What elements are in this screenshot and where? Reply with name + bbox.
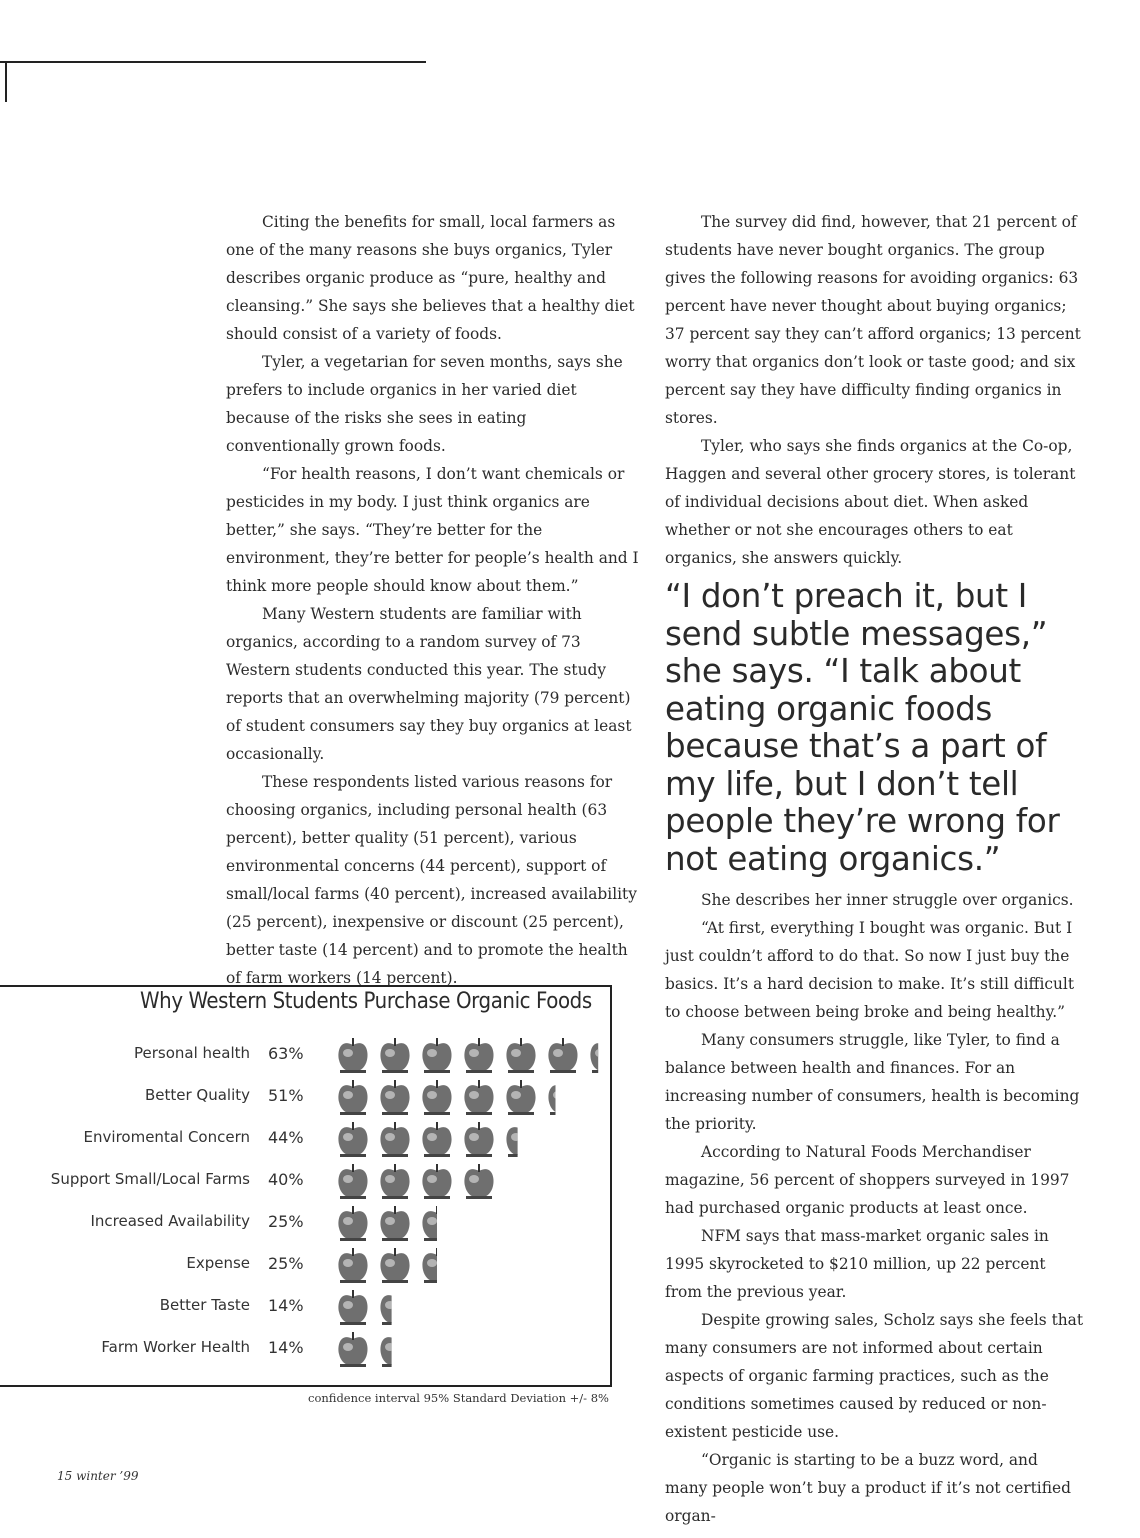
apple-icon — [464, 1038, 493, 1073]
apple-icon — [338, 1206, 367, 1241]
chart-row — [0, 1202, 610, 1244]
apple-icon — [506, 1038, 535, 1073]
chart-row — [0, 1286, 610, 1328]
paragraph: Citing the benefits for small, local farmers as one of the many reasons she buys organics, Tyler describes organic produce as “pure, healthy and cleansing.” She says she believes that a healthy diet should consist of a variety of foods. — [226, 213, 635, 343]
paragraph: NFM says that mass-market organic sales in 1995 skyrocketed to $210 million, up 22 percent from the previous year. — [665, 1227, 1049, 1301]
paragraph: Despite growing sales, Scholz says she feels that many consumers are not informed about certain aspects of organic farming practices, such as the conditions sometimes caused by reduced or non-existent pesticide use. — [665, 1311, 1084, 1441]
page-footer: 15 winter ’99 — [57, 1469, 139, 1483]
apple-icon — [380, 1122, 409, 1157]
apple-icon — [464, 1164, 493, 1199]
paragraph: These respondents listed various reasons for choosing organics, including personal health (63 percent), better quality (51 percent), various environmental concerns (44 percent), support of small/local farms (40 percent), increased availability (25 percent), inexpensive or discount (25 percent), better taste (14 percent) and to promote the health of farm workers (14 percent). — [226, 773, 637, 987]
apple-icon — [548, 1038, 577, 1073]
apple-icon — [422, 1038, 451, 1073]
paragraph: Many Western students are familiar with organics, according to a random survey of 73 Western students conducted this year. The study reports that an overwhelming majority (79 percent) of student consumers say they buy organics at least occasionally. — [226, 605, 632, 763]
chart-row — [0, 1076, 610, 1118]
value-label: 44% — [268, 1128, 304, 1147]
paragraph: “Organic is starting to be a buzz word, and many people won’t buy a product if it’s not certified organ- — [665, 1451, 1071, 1525]
apple-icon — [464, 1122, 493, 1157]
apple-icon — [464, 1080, 493, 1115]
icon-bar — [336, 1202, 606, 1244]
apple-icon — [506, 1122, 535, 1157]
right-column-intro — [665, 208, 1085, 572]
value-label: 40% — [268, 1170, 304, 1189]
apple-icon — [380, 1038, 409, 1073]
apple-icon — [338, 1248, 367, 1283]
paragraph: Tyler, who says she finds organics at the Co-op, Haggen and several other grocery stores, is tolerant of individual decisions about diet. When asked whether or not she encourages others to eat organics, she answers quickly. — [665, 437, 1076, 567]
apple-icon — [338, 1080, 367, 1115]
icon-bar — [336, 1328, 606, 1370]
apple-icon — [338, 1332, 367, 1367]
chart-row — [0, 1244, 610, 1286]
value-label: 25% — [268, 1254, 304, 1273]
icon-bar — [336, 1286, 606, 1328]
category-label: Farm Worker Health — [101, 1338, 250, 1356]
apple-icon — [338, 1122, 367, 1157]
paragraph: According to Natural Foods Merchandiser magazine, 56 percent of shoppers surveyed in 1997 had purchased organic products at least once. — [665, 1143, 1070, 1217]
icon-bar — [336, 1244, 606, 1286]
chart-row — [0, 1160, 610, 1202]
right-column-body — [665, 886, 1085, 1530]
apple-icon — [380, 1332, 409, 1367]
icon-bar — [336, 1076, 606, 1118]
top-rule — [0, 61, 426, 63]
paragraph: “For health reasons, I don’t want chemicals or pesticides in my body. I just think organics are better,” she says. “They’re better for the environment, they’re better for people’s health and I think more people should know about them.” — [226, 465, 639, 595]
apple-icon — [338, 1164, 367, 1199]
chart-row — [0, 1118, 610, 1160]
chart-title: Why Western Students Purchase Organic Foods — [140, 989, 592, 1014]
apple-icon — [422, 1080, 451, 1115]
category-label: Better Taste — [159, 1296, 250, 1314]
paragraph: “At first, everything I bought was organic. But I just couldn’t afford to do that. So now I just buy the basics. It’s a hard decision to make. It’s still difficult to choose between being broke and being healthy.” — [665, 919, 1075, 1021]
apple-icon — [380, 1290, 409, 1325]
category-label: Enviromental Concern — [83, 1128, 250, 1146]
apple-icon — [506, 1080, 535, 1115]
apple-icon — [422, 1122, 451, 1157]
icon-bar — [336, 1160, 606, 1202]
chart-footnote: confidence interval 95% Standard Deviation +/- 8% — [308, 1391, 609, 1405]
icon-bar — [336, 1034, 606, 1076]
article-right-column — [665, 208, 1085, 1530]
apple-icon — [422, 1248, 451, 1283]
apple-icon — [590, 1038, 606, 1073]
apple-icon — [380, 1206, 409, 1241]
pull-quote: “I don’t preach it, but I send subtle messages,” she says. “I talk about eating organic foods because that’s a part of my life, but I don’t tell people they’re wrong for not eating organics.” — [665, 577, 1060, 878]
margin-rule — [5, 62, 7, 102]
chart-row — [0, 1328, 610, 1370]
apple-icon — [338, 1290, 367, 1325]
apple-icon — [338, 1038, 367, 1073]
apple-icon — [422, 1164, 451, 1199]
paragraph: Many consumers struggle, like Tyler, to find a balance between health and finances. For an increasing number of consumers, health is becoming the priority. — [665, 1031, 1080, 1133]
article-left-column — [226, 208, 642, 992]
category-label: Support Small/Local Farms — [50, 1170, 250, 1188]
value-label: 25% — [268, 1212, 304, 1231]
value-label: 14% — [268, 1296, 304, 1315]
apple-icon — [548, 1080, 577, 1115]
apple-icon — [422, 1206, 451, 1241]
value-label: 63% — [268, 1044, 304, 1063]
apple-icon — [380, 1248, 409, 1283]
icon-bar — [336, 1118, 606, 1160]
paragraph: Tyler, a vegetarian for seven months, says she prefers to include organics in her varied diet because of the risks she sees in eating conventionally grown foods. — [226, 353, 623, 455]
value-label: 14% — [268, 1338, 304, 1357]
category-label: Better Quality — [144, 1086, 250, 1104]
paragraph: The survey did find, however, that 21 percent of students have never bought organics. The group gives the following reasons for avoiding organics: 63 percent have never thought about buying organics; 37 percent say they can’t afford organics; 13 percent worry that organics don’t look or taste good; and six percent say they have difficulty finding organics in stores. — [665, 213, 1081, 427]
value-label: 51% — [268, 1086, 304, 1105]
category-label: Expense — [186, 1254, 250, 1272]
category-label: Increased Availability — [90, 1212, 250, 1230]
paragraph: She describes her inner struggle over organics. — [701, 891, 1074, 909]
chart-row — [0, 1034, 610, 1076]
apple-icon — [380, 1080, 409, 1115]
organic-reasons-chart — [0, 985, 612, 1387]
apple-icon — [380, 1164, 409, 1199]
category-label: Personal health — [133, 1044, 250, 1062]
